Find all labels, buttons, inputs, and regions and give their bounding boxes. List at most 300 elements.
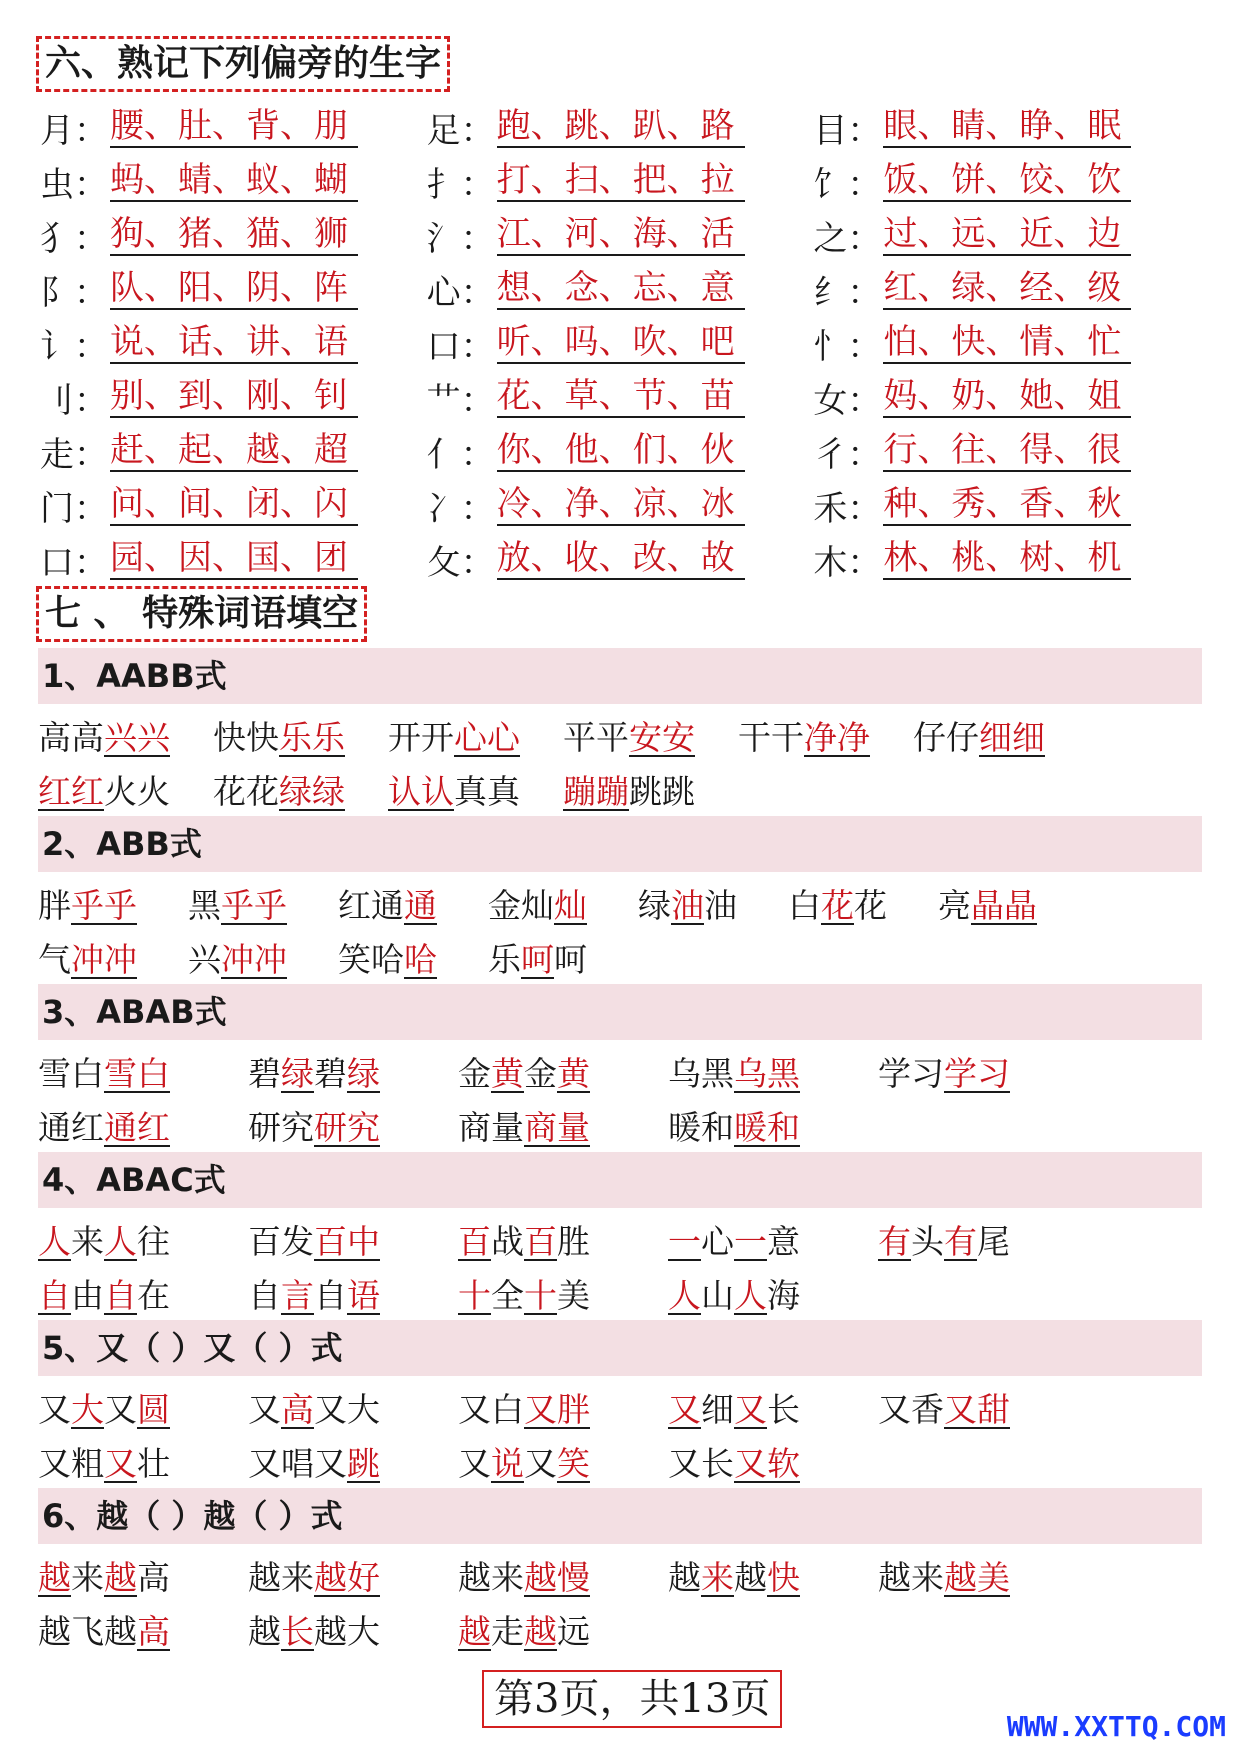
given-text: 自: [314, 1275, 347, 1315]
given-text: 又长: [668, 1443, 734, 1483]
radical-entry: [813, 103, 1200, 152]
given-text: 高高: [38, 717, 104, 757]
given-text: 心: [701, 1221, 734, 1261]
answer-text: 语: [347, 1275, 380, 1315]
subsection-header: 4、ABAC式: [38, 1152, 1202, 1208]
given-text: 呵: [554, 939, 587, 979]
answer-text: 越: [524, 1611, 557, 1651]
radical-entry: [813, 427, 1200, 476]
radical-entry: [427, 265, 814, 314]
word-item: [563, 712, 738, 759]
radical-entry: [427, 535, 814, 584]
answer-text: 言: [281, 1275, 314, 1315]
radical-label: 艹：: [426, 380, 495, 421]
answer-text: 一: [668, 1221, 701, 1261]
given-text: 尾: [977, 1221, 1010, 1261]
given-text: 远: [557, 1611, 590, 1651]
answer-text: 人: [38, 1221, 71, 1261]
word-item: [668, 1216, 878, 1263]
word-fill-sections: [38, 648, 1202, 1656]
word-item: [638, 880, 788, 927]
answer-text: 红红: [38, 771, 104, 811]
radical-entry: [40, 373, 427, 422]
word-item: [458, 1384, 668, 1431]
radical-row: [40, 478, 1200, 532]
answer-text: 高: [137, 1611, 170, 1651]
subsection-header: 2、ABB式: [38, 816, 1202, 872]
given-text: 细: [701, 1389, 734, 1429]
watermark: WWW.XXTTQ.COM: [1006, 1710, 1226, 1743]
word-item: [38, 1384, 248, 1431]
radical-label: 彳：: [813, 434, 882, 475]
word-row: [38, 1212, 1202, 1266]
radical-characters: 林、桃、树、机: [883, 538, 1131, 580]
given-text: 胖: [38, 885, 71, 925]
radical-characters: 狗、猪、猫、狮: [110, 214, 358, 256]
word-item: [878, 1384, 1088, 1431]
word-item: [913, 712, 1088, 759]
word-item: [458, 1438, 668, 1485]
given-text: 越: [734, 1557, 767, 1597]
answer-text: 通: [404, 885, 437, 925]
word-item: [458, 1606, 668, 1653]
radical-label: 走：: [40, 434, 108, 475]
given-text: 越大: [314, 1611, 380, 1651]
radical-label: 攵：: [426, 542, 495, 583]
word-item: [458, 1216, 668, 1263]
given-text: 又: [248, 1389, 281, 1429]
given-text: 全: [491, 1275, 524, 1315]
given-text: 气: [38, 939, 71, 979]
answer-text: 暖和: [734, 1107, 800, 1147]
word-item: [488, 880, 638, 927]
given-text: 火火: [104, 771, 170, 811]
given-text: 又: [458, 1443, 491, 1483]
radical-characters: 园、因、国、团: [110, 538, 358, 580]
radical-label: 饣：: [813, 164, 882, 205]
word-row: [38, 930, 1202, 984]
answer-text: 又胖: [524, 1389, 590, 1429]
radical-table: [40, 100, 1200, 586]
radical-label: 心：: [426, 272, 495, 313]
answer-text: 乌黑: [734, 1053, 800, 1093]
word-item: [38, 1102, 248, 1149]
radical-entry: [40, 481, 427, 530]
given-text: 自: [248, 1275, 281, 1315]
word-item: [738, 712, 913, 759]
given-text: 仔仔: [913, 717, 979, 757]
answer-text: 雪白: [104, 1053, 170, 1093]
word-row: [38, 1098, 1202, 1152]
given-text: 商量: [458, 1107, 524, 1147]
word-row: [38, 1380, 1202, 1434]
radical-label: 亻：: [426, 434, 495, 475]
given-text: 越: [248, 1611, 281, 1651]
radical-characters: 蚂、蜻、蚁、蝴: [110, 160, 358, 202]
radical-entry: [813, 481, 1200, 530]
radical-label: 氵：: [426, 218, 495, 259]
radical-entry: [40, 319, 427, 368]
word-row: [38, 762, 1202, 816]
word-item: [213, 712, 388, 759]
radical-row: [40, 532, 1200, 586]
answer-text: 绿: [281, 1053, 314, 1093]
given-text: 壮: [137, 1443, 170, 1483]
radical-characters: 问、间、闭、闪: [110, 484, 358, 526]
answer-text: 跳: [347, 1443, 380, 1483]
answer-text: 越: [38, 1557, 71, 1597]
radical-entry: [813, 535, 1200, 584]
answer-text: 圆: [137, 1389, 170, 1429]
radical-characters: 队、阳、阴、阵: [110, 268, 358, 310]
radical-characters: 江、河、海、活: [497, 214, 745, 256]
answer-text: 说: [491, 1443, 524, 1483]
word-item: [248, 1384, 458, 1431]
radical-label: 之：: [813, 218, 882, 259]
answer-text: 黄: [557, 1053, 590, 1093]
given-text: 越来: [878, 1557, 944, 1597]
given-text: 碧: [248, 1053, 281, 1093]
radical-label: 足：: [426, 110, 495, 151]
word-item: [38, 1216, 248, 1263]
given-text: 干干: [738, 717, 804, 757]
answer-text: 灿: [554, 885, 587, 925]
word-item: [248, 1438, 458, 1485]
given-text: 金: [524, 1053, 557, 1093]
answer-text: 越: [458, 1611, 491, 1651]
given-text: 长: [767, 1389, 800, 1429]
radical-characters: 赶、起、越、超: [110, 430, 358, 472]
word-item: [248, 1048, 458, 1095]
radical-characters: 说、话、讲、语: [110, 322, 358, 364]
radical-characters: 你、他、们、伙: [497, 430, 745, 472]
given-text: 越: [668, 1557, 701, 1597]
radical-label: 扌：: [426, 164, 495, 205]
word-item: [388, 766, 563, 813]
given-text: 海: [767, 1275, 800, 1315]
radical-label: 犭：: [40, 218, 108, 259]
answer-text: 冲冲: [221, 939, 287, 979]
answer-text: 兴兴: [104, 717, 170, 757]
subsection-header: 1、AABB式: [38, 648, 1202, 704]
given-text: 又唱又: [248, 1443, 347, 1483]
radical-label: 木：: [813, 542, 882, 583]
radical-entry: [40, 535, 427, 584]
radical-row: [40, 100, 1200, 154]
word-item: [668, 1438, 878, 1485]
radical-characters: 听、吗、吹、吧: [497, 322, 745, 364]
radical-characters: 妈、奶、她、姐: [883, 376, 1131, 418]
radical-label: 阝：: [40, 272, 108, 313]
given-text: 来: [71, 1557, 104, 1597]
answer-text: 人: [104, 1221, 137, 1261]
given-text: 头: [911, 1221, 944, 1261]
word-item: [938, 880, 1088, 927]
answer-text: 冲冲: [71, 939, 137, 979]
radical-row: [40, 424, 1200, 478]
answer-text: 细细: [979, 717, 1045, 757]
answer-text: 安安: [629, 717, 695, 757]
given-text: 碧: [314, 1053, 347, 1093]
given-text: 百发: [248, 1221, 314, 1261]
word-item: [668, 1048, 878, 1095]
word-item: [458, 1552, 668, 1599]
answer-text: 一: [734, 1221, 767, 1261]
given-text: 乌黑: [668, 1053, 734, 1093]
given-text: 又: [38, 1389, 71, 1429]
word-row: [38, 876, 1202, 930]
radical-entry: [427, 211, 814, 260]
radical-entry: [813, 157, 1200, 206]
radical-characters: 放、收、改、故: [497, 538, 745, 580]
given-text: 乐: [488, 939, 521, 979]
answer-text: 又: [668, 1389, 701, 1429]
section-7-title: 七 、 特殊词语填空: [36, 586, 367, 642]
radical-entry: [40, 211, 427, 260]
word-item: [338, 934, 488, 981]
word-item: [38, 1438, 248, 1485]
answer-text: 蹦蹦: [563, 771, 629, 811]
radical-label: 口：: [426, 326, 495, 367]
radical-label: 门：: [40, 488, 108, 529]
word-item: [38, 1048, 248, 1095]
answer-text: 花: [821, 885, 854, 925]
answer-text: 十: [524, 1275, 557, 1315]
word-item: [338, 880, 488, 927]
word-item: [38, 934, 188, 981]
answer-text: 又软: [734, 1443, 800, 1483]
answer-text: 高: [281, 1389, 314, 1429]
word-item: [248, 1270, 458, 1317]
radical-label: 口：: [40, 542, 108, 583]
answer-text: 晶晶: [971, 885, 1037, 925]
radical-entry: [427, 103, 814, 152]
answer-text: 人: [734, 1275, 767, 1315]
radical-characters: 别、到、刚、钊: [110, 376, 358, 418]
word-item: [668, 1552, 878, 1599]
answer-text: 越美: [944, 1557, 1010, 1597]
radical-label: 目：: [813, 110, 882, 151]
radical-entry: [40, 103, 427, 152]
page-number: 第3页，共13页: [482, 1670, 782, 1728]
given-text: 越来: [458, 1557, 524, 1597]
word-row: [38, 1548, 1202, 1602]
radical-characters: 打、扫、把、拉: [497, 160, 745, 202]
answer-text: 来: [701, 1557, 734, 1597]
answer-text: 大: [71, 1389, 104, 1429]
word-item: [458, 1048, 668, 1095]
given-text: 来: [71, 1221, 104, 1261]
answer-text: 十: [458, 1275, 491, 1315]
word-item: [878, 1216, 1088, 1263]
given-text: 开开: [388, 717, 454, 757]
word-item: [458, 1102, 668, 1149]
radical-entry: [427, 481, 814, 530]
given-text: 红通: [338, 885, 404, 925]
word-item: [788, 880, 938, 927]
given-text: 研究: [248, 1107, 314, 1147]
answer-text: 净净: [804, 717, 870, 757]
answer-text: 研究: [314, 1107, 380, 1147]
given-text: 金灿: [488, 885, 554, 925]
word-item: [248, 1102, 458, 1149]
radical-characters: 眼、睛、睁、眠: [883, 106, 1131, 148]
radical-row: [40, 262, 1200, 316]
radical-label: 虫：: [40, 164, 108, 205]
given-text: 往: [137, 1221, 170, 1261]
answer-text: 人: [668, 1275, 701, 1315]
word-item: [188, 880, 338, 927]
answer-text: 乎乎: [71, 885, 137, 925]
answer-text: 长: [281, 1611, 314, 1651]
answer-text: 乎乎: [221, 885, 287, 925]
radical-label: 刂：: [40, 380, 108, 421]
word-item: [38, 766, 213, 813]
given-text: 快快: [213, 717, 279, 757]
radical-entry: [813, 265, 1200, 314]
radical-row: [40, 370, 1200, 424]
answer-text: 百: [524, 1221, 557, 1261]
radical-entry: [427, 373, 814, 422]
given-text: 通红: [38, 1107, 104, 1147]
answer-text: 有: [944, 1221, 977, 1261]
subsection-header: 6、越（ ）越（ ）式: [38, 1488, 1202, 1544]
given-text: 真真: [454, 771, 520, 811]
radical-entry: [813, 319, 1200, 368]
answer-text: 自: [104, 1275, 137, 1315]
given-text: 胜: [557, 1221, 590, 1261]
radical-label: 讠：: [40, 326, 108, 367]
given-text: 跳跳: [629, 771, 695, 811]
answer-text: 又甜: [944, 1389, 1010, 1429]
given-text: 黑: [188, 885, 221, 925]
word-row: [38, 1044, 1202, 1098]
word-item: [38, 1270, 248, 1317]
given-text: 又: [524, 1443, 557, 1483]
radical-characters: 饭、饼、饺、饮: [883, 160, 1131, 202]
given-text: 又大: [314, 1389, 380, 1429]
answer-text: 认认: [388, 771, 454, 811]
given-text: 花花: [213, 771, 279, 811]
radical-characters: 花、草、节、苗: [497, 376, 745, 418]
radical-entry: [427, 319, 814, 368]
radical-entry: [813, 211, 1200, 260]
answer-text: 越: [104, 1557, 137, 1597]
answer-text: 有: [878, 1221, 911, 1261]
radical-label: 月：: [40, 110, 108, 151]
radical-entry: [40, 157, 427, 206]
answer-text: 越好: [314, 1557, 380, 1597]
word-row: [38, 1266, 1202, 1320]
radical-characters: 行、往、得、很: [883, 430, 1131, 472]
subsection-header: 5、又（ ）又（ ）式: [38, 1320, 1202, 1376]
word-item: [38, 1552, 248, 1599]
radical-label: 禾：: [813, 488, 882, 529]
word-item: [38, 880, 188, 927]
word-item: [563, 766, 738, 813]
answer-text: 笑: [557, 1443, 590, 1483]
answer-text: 商量: [524, 1107, 590, 1147]
radical-row: [40, 154, 1200, 208]
given-text: 笑哈: [338, 939, 404, 979]
word-item: [38, 712, 213, 759]
radical-entry: [427, 157, 814, 206]
given-text: 学习: [878, 1053, 944, 1093]
given-text: 在: [137, 1275, 170, 1315]
given-text: 又香: [878, 1389, 944, 1429]
radical-characters: 种、秀、香、秋: [883, 484, 1131, 526]
section-6-title: 六、熟记下列偏旁的生字: [36, 36, 450, 92]
word-row: [38, 708, 1202, 762]
answer-text: 百中: [314, 1221, 380, 1261]
answer-text: 黄: [491, 1053, 524, 1093]
word-row: [38, 1602, 1202, 1656]
word-item: [248, 1552, 458, 1599]
given-text: 越来: [248, 1557, 314, 1597]
word-item: [188, 934, 338, 981]
given-text: 又: [104, 1389, 137, 1429]
radical-label: 忄：: [813, 326, 882, 367]
answer-text: 呵: [521, 939, 554, 979]
radical-characters: 怕、快、情、忙: [883, 322, 1131, 364]
answer-text: 学习: [944, 1053, 1010, 1093]
radical-entry: [40, 427, 427, 476]
radical-characters: 过、远、近、边: [883, 214, 1131, 256]
given-text: 又白: [458, 1389, 524, 1429]
word-item: [668, 1102, 878, 1149]
answer-text: 又: [734, 1389, 767, 1429]
given-text: 走: [491, 1611, 524, 1651]
given-text: 战: [491, 1221, 524, 1261]
radical-label: 纟：: [813, 272, 882, 313]
answer-text: 乐乐: [279, 717, 345, 757]
answer-text: 自: [38, 1275, 71, 1315]
answer-text: 越慢: [524, 1557, 590, 1597]
word-item: [668, 1384, 878, 1431]
radical-characters: 冷、净、凉、冰: [497, 484, 745, 526]
given-text: 意: [767, 1221, 800, 1261]
word-row: [38, 1434, 1202, 1488]
word-item: [38, 1606, 248, 1653]
radical-characters: 红、绿、经、级: [883, 268, 1131, 310]
word-item: [248, 1606, 458, 1653]
given-text: 雪白: [38, 1053, 104, 1093]
given-text: 暖和: [668, 1107, 734, 1147]
answer-text: 绿绿: [279, 771, 345, 811]
answer-text: 油: [671, 885, 704, 925]
given-text: 山: [701, 1275, 734, 1315]
given-text: 由: [71, 1275, 104, 1315]
radical-characters: 腰、肚、背、朋: [110, 106, 358, 148]
given-text: 油: [704, 885, 737, 925]
word-item: [248, 1216, 458, 1263]
answer-text: 心心: [454, 717, 520, 757]
given-text: 金: [458, 1053, 491, 1093]
radical-characters: 跑、跳、趴、路: [497, 106, 745, 148]
given-text: 绿: [638, 885, 671, 925]
answer-text: 通红: [104, 1107, 170, 1147]
given-text: 平平: [563, 717, 629, 757]
radical-row: [40, 316, 1200, 370]
radical-entry: [427, 427, 814, 476]
given-text: 高: [137, 1557, 170, 1597]
radical-label: 女：: [813, 380, 882, 421]
word-item: [388, 712, 563, 759]
given-text: 白: [788, 885, 821, 925]
answer-text: 快: [767, 1557, 800, 1597]
given-text: 兴: [188, 939, 221, 979]
word-item: [668, 1270, 878, 1317]
